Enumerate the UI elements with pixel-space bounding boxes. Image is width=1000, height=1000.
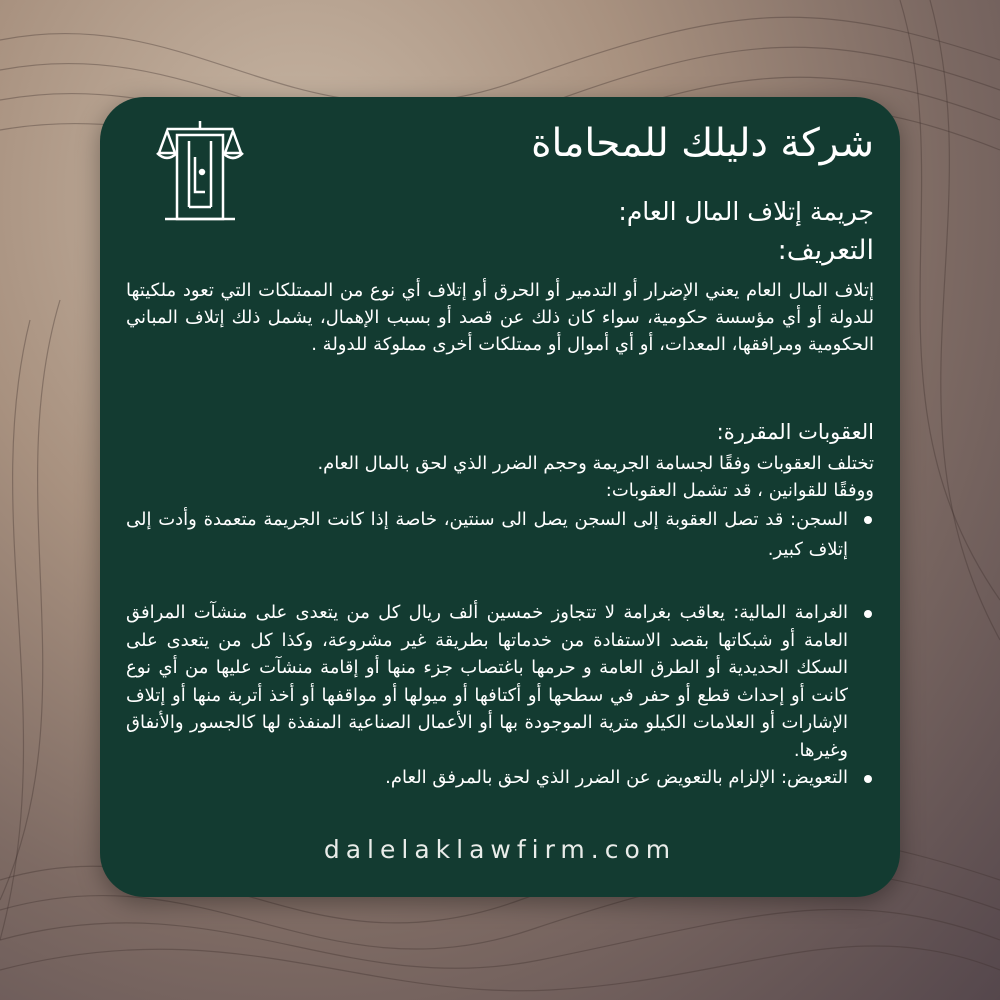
penalty-prison: السجن: قد تصل العقوبة إلى السجن يصل الى سنتين، خاصة إذا كانت الجريمة متعمدة وأدت إلى إتلاف كبير. <box>126 509 848 560</box>
company-name: شركة دليلك للمحاماة <box>531 121 874 166</box>
scales-of-justice-logo-icon <box>155 117 245 227</box>
website-url[interactable]: dalelaklawfirm.com <box>323 835 677 864</box>
bullet-icon <box>864 516 872 524</box>
bullet-icon <box>864 610 872 618</box>
penalties-list <box>126 505 874 792</box>
info-card <box>100 97 900 897</box>
bullet-icon <box>864 775 872 783</box>
definition-title: التعريف: <box>777 235 874 266</box>
penalties-intro-line-1: تختلف العقوبات وفقًا لجسامة الجريمة وحجم الضرر الذي لحق بالمال العام. <box>317 453 874 474</box>
penalty-compensation: التعويض: الإلزام بالتعويض عن الضرر الذي لحق بالمرفق العام. <box>385 767 848 788</box>
penalties-intro <box>126 450 874 504</box>
list-item <box>126 505 874 565</box>
list-item <box>126 764 874 792</box>
list-item <box>126 599 874 764</box>
penalty-fine: الغرامة المالية: يعاقب بغرامة لا تتجاوز خمسين ألف ريال كل من يتعدى على منشآت المرافق العامة أو شبكاتها بقصد الاستفادة من خدماتها بطريقة غير مشروعة، وكذا كل من يتعدى على السكك الحديدية أو الطرق العامة و حرمها باغتصاب جزء منها أو إقامة منشآت عليها من أي نوع كانت أو إحداث قطع أو حفر في سطحها أو أكتافها أو ميولها أو مواقفها أو أخذ أتربة منها أو إتلاف الإشارات أو العلامات الكيلو مترية الموجودة بها أو الأعمال الصناعية المنفذة لها كالجسور والأنفاق وغيرها. <box>126 602 848 761</box>
penalties-title: العقوبات المقررة: <box>716 420 874 444</box>
definition-text: إتلاف المال العام يعني الإضرار أو التدمير أو الحرق أو إتلاف أي نوع من الممتلكات التي تعود ملكيتها للدولة أو أي مؤسسة حكومية، سواء كان ذلك عن قصد أو بسبب الإهمال، يشمل ذلك إتلاف المباني الحكومية ومرافقها، المعدات، أو أي أموال أو ممتلكات أخرى مملوكة للدولة . <box>126 280 874 355</box>
crime-title: جريمة إتلاف المال العام: <box>618 197 874 226</box>
penalties-intro-line-2: ووفقًا للقوانين ، قد تشمل العقوبات: <box>605 480 874 501</box>
